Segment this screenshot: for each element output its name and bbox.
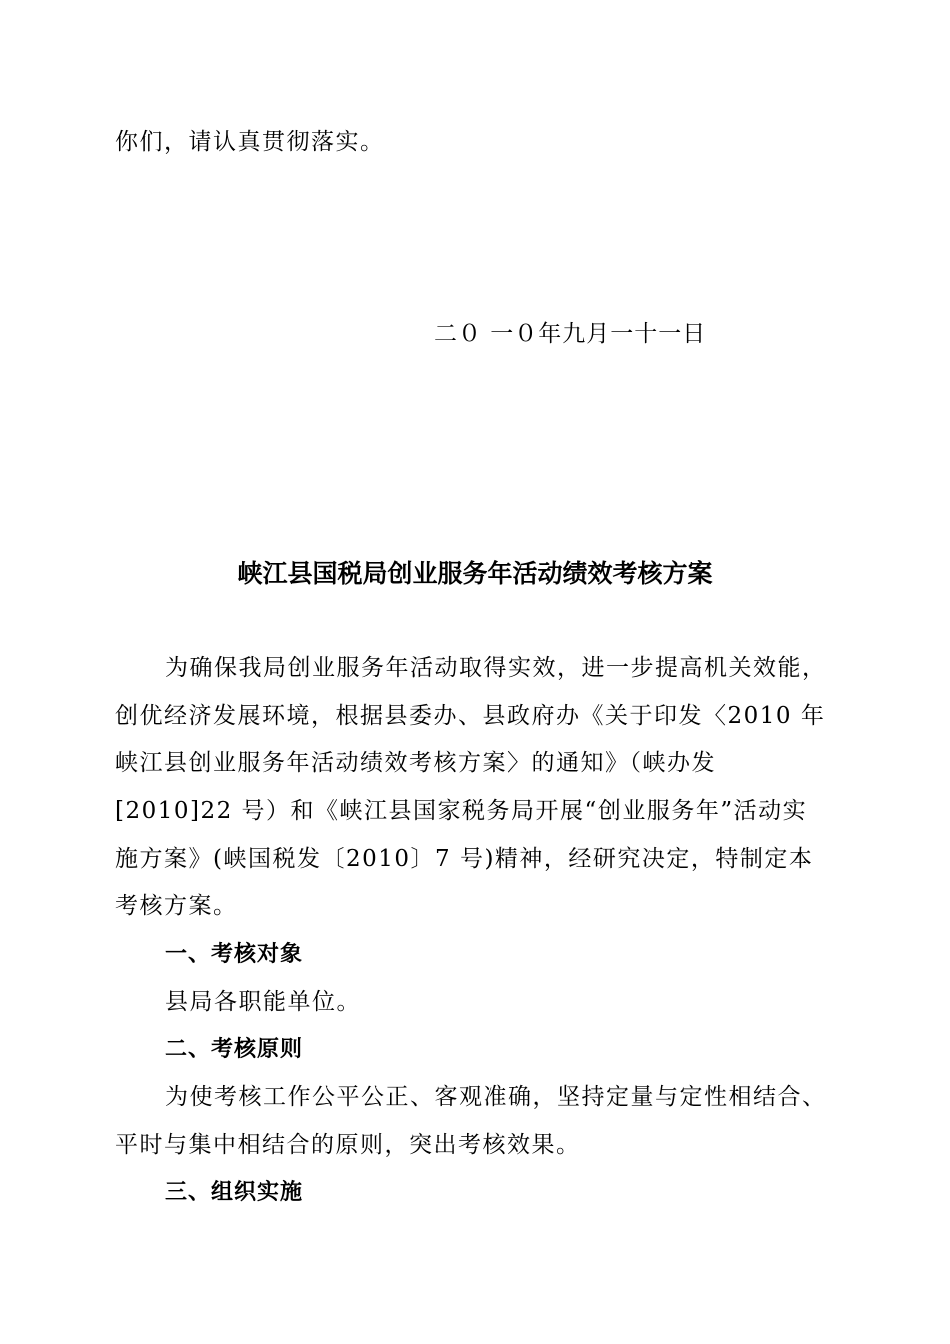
letter-closing: 你们，请认真贯彻落实。: [115, 129, 385, 155]
intro-line: [2010]22 号）和《峡江县国家税务局开展“创业服务年”活动实: [115, 798, 808, 824]
section-1-heading: 一、考核对象: [165, 942, 304, 967]
section-3-heading: 三、组织实施: [165, 1180, 304, 1205]
intro-line: 峡江县创业服务年活动绩效考核方案〉的通知》（峡办发: [115, 750, 716, 776]
intro-line: 考核方案。: [115, 893, 238, 919]
intro-line: 施方案》(峡国税发〔2010〕7 号)精神，经研究决定，特制定本: [115, 846, 814, 872]
section-2-line: 为使考核工作公平公正、客观准确，坚持定量与定性相结合、: [165, 1084, 827, 1110]
intro-line: 为确保我局创业服务年活动取得实效，进一步提高机关效能，: [165, 655, 827, 681]
section-2-heading: 二、考核原则: [165, 1037, 304, 1062]
document-title: 峡江县国税局创业服务年活动绩效考核方案: [237, 559, 713, 588]
letter-date: 二０ 一０年九月一十一日: [434, 321, 707, 347]
section-2-line: 平时与集中相结合的原则，突出考核效果。: [115, 1132, 581, 1158]
section-1-line: 县局各职能单位。: [165, 989, 361, 1015]
intro-line: 创优经济发展环境，根据县委办、县政府办《关于印发〈2010 年: [115, 703, 826, 729]
